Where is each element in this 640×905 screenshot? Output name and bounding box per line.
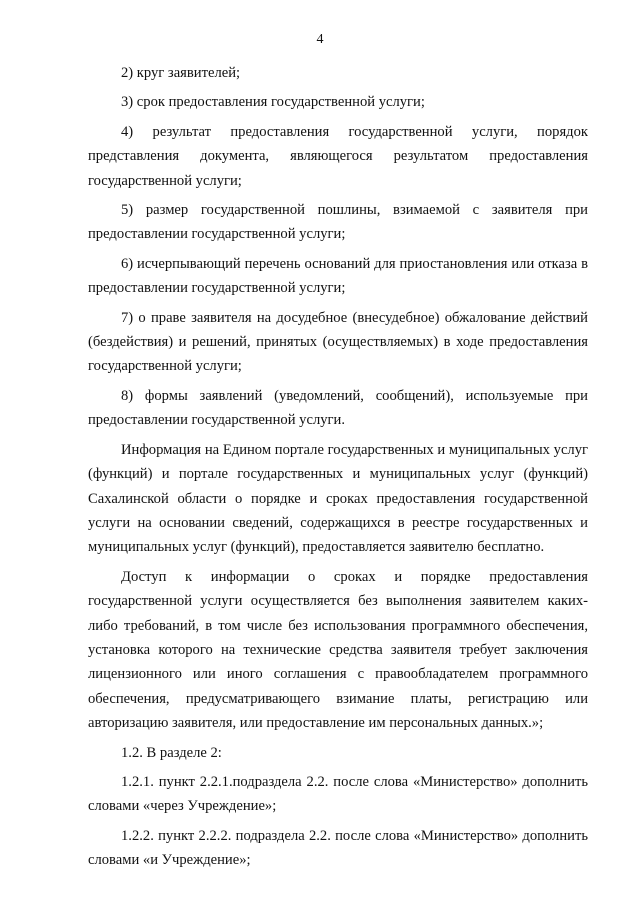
amendment-item: 1.2.2. пункт 2.2.2. подраздела 2.2. после слова «Министерство» дополнить словами «и Учреждение»;: [88, 827, 588, 869]
list-item: 4) результат предоставления государственной услуги, порядок представления документа, являющегося результатом предоставления государственной услуги;: [88, 123, 588, 189]
list-item: 8) формы заявлений (уведомлений, сообщений), используемые при предоставлении государственной услуги.: [88, 387, 588, 429]
list-item: 2) круг заявителей;: [121, 65, 241, 81]
page-number: 4: [316, 32, 324, 47]
list-item: 3) срок предоставления государственной услуги;: [121, 94, 425, 111]
amendment-item: 1.2.1. пункт 2.2.1.подраздела 2.2. после слова «Министерство» дополнить словами «через Учреждение»;: [88, 773, 588, 815]
list-item: 6) исчерпывающий перечень оснований для приостановления или отказа в предоставлении государственной услуги;: [88, 255, 588, 297]
list-item: 5) размер государственной пошлины, взимаемой с заявителя при предоставлении государственной услуги;: [88, 202, 588, 243]
list-item: 7) о праве заявителя на досудебное (внесудебное) обжалование действий (бездействия) и решений, принятых (осуществляемых) в ходе предоставления государственной услуги;: [88, 309, 588, 375]
document-body: [88, 61, 588, 878]
paragraph-info-portal: Информация на Едином портале государственных и муниципальных услуг (функций) и портале государственных и муниципальных услуг (функций) Сахалинской области о порядке и сроках предоставления государственной услуги на основании сведений, содержащихся в реестре государственных и муниципальных услуг (функций), предоставляется заявителю бесплатно.: [88, 441, 588, 556]
section-heading: 1.2. В разделе 2:: [121, 744, 222, 761]
paragraph-access: Доступ к информации о сроках и порядке предоставления государственной услуги осуществляется без выполнения заявителем каких-либо требований, в том числе без использования программного обеспечения, установка которого на технические средства заявителя требует заключения лицензионного или иного соглашения с правообладателем программного обеспечения, предусматривающего взимание платы, регистрацию или авторизацию заявителя, или предоставление им персональных данных.»;: [88, 568, 588, 732]
